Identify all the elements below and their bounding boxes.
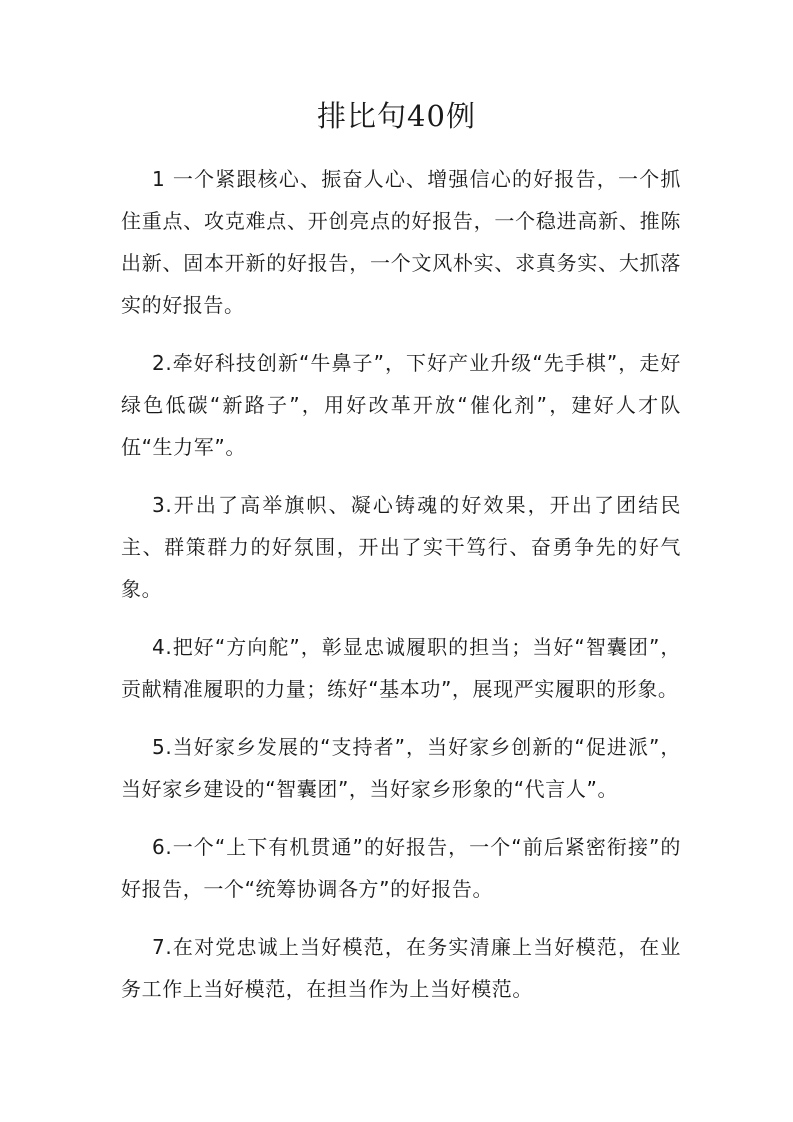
paragraph-4: 4.把好“方向舵”，彰显忠诚履职的担当；当好“智囊团”，贡献精准履职的力量；练好“基本功”，展现严实履职的形象。 (121, 635, 681, 701)
document-body (121, 158, 681, 1026)
paragraph-6: 6.一个“上下有机贯通”的好报告，一个“前后紧密衔接”的好报告，一个“统筹协调各方”的好报告。 (121, 835, 681, 901)
paragraph-5: 5.当好家乡发展的“支持者”，当好家乡创新的“促进派”，当好家乡建设的“智囊团”，当好家乡形象的“代言人”。 (121, 735, 681, 801)
paragraph-3: 3.开出了高举旗帜、凝心铸魂的好效果，开出了团结民主、群策群力的好氛围，开出了实干笃行、奋勇争先的好气象。 (121, 493, 681, 601)
paragraph-7: 7.在对党忠诚上当好模范，在务实清廉上当好模范，在业务工作上当好模范，在担当作为上当好模范。 (121, 935, 681, 1001)
paragraph-2: 2.牵好科技创新“牛鼻子”，下好产业升级“先手棋”，走好绿色低碳“新路子”，用好改革开放“催化剂”，建好人才队伍“生力军”。 (121, 351, 681, 459)
paragraph-1: 1 一个紧跟核心、振奋人心、增强信心的好报告，一个抓住重点、攻克难点、开创亮点的好报告，一个稳进高新、推陈出新、固本开新的好报告，一个文风朴实、求真务实、大抓落实的好报告。 (121, 167, 681, 317)
document-title: 排比句40例 (317, 99, 476, 133)
